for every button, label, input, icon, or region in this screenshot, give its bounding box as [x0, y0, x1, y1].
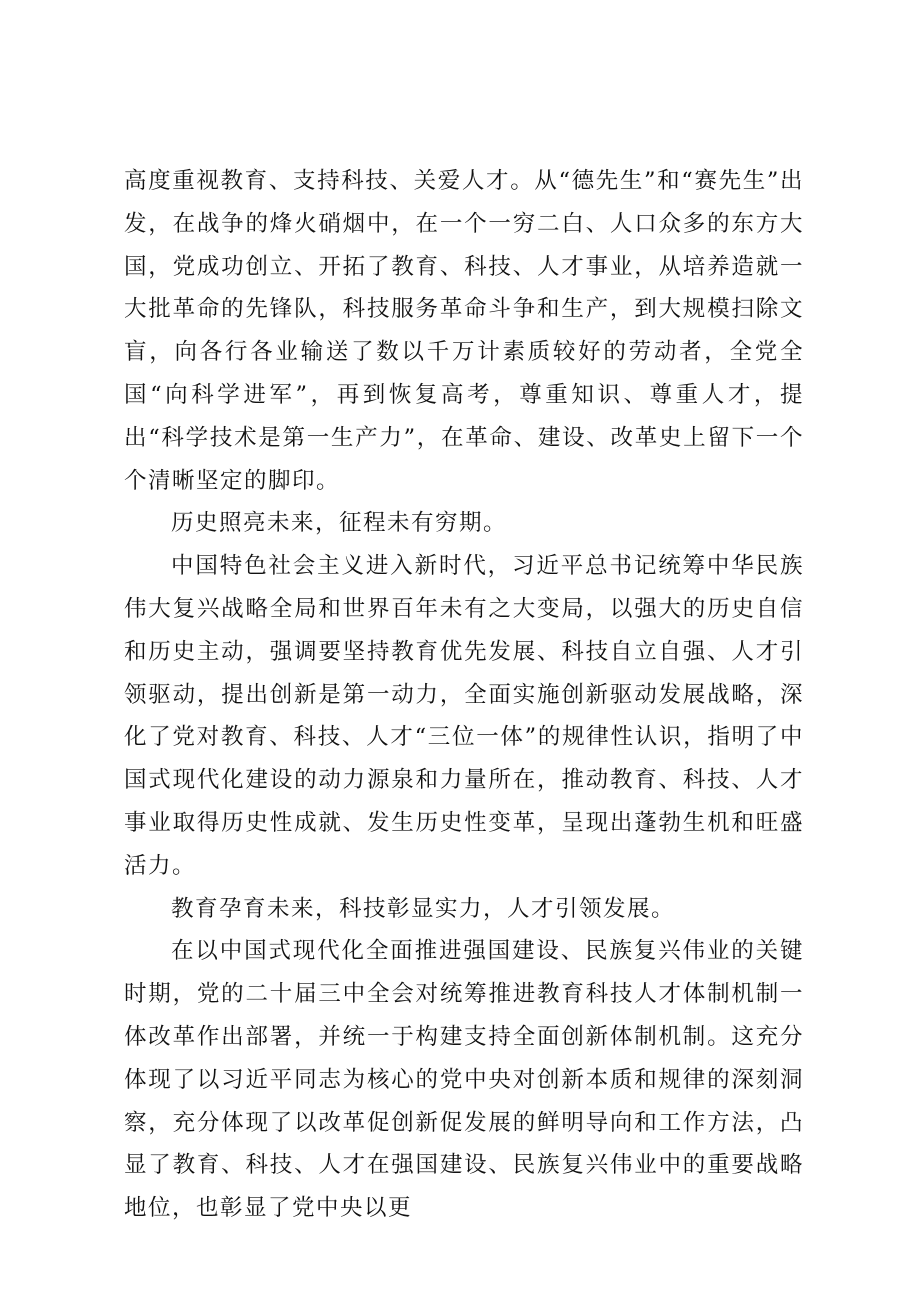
paragraph-continuation: 高度重视教育、支持科技、关爱人才。从“德先生”和“赛先生”出发，在战争的烽火硝烟中，在一个一穷二白、人口众多的东方大国，党成功创立、开拓了教育、科技、人才事业，从培养造就一大批革命的先锋队，科技服务革命斗争和生产，到大规模扫除文盲，向各行各业输送了数以千万计素质较好的劳动者，全党全国“向科学进军”，再到恢复高考，尊重知识、尊重人才，提出“科学技术是第一生产力”，在革命、建设、改革史上留下一个个清晰坚定的脚印。 [124, 168, 804, 494]
paragraph-new-era: 中国特色社会主义进入新时代，习近平总书记统筹中华民族伟大复兴战略全局和世界百年未有之大变局，以强大的历史自信和历史主动，强调要坚持教育优先发展、科技自立自强、人才引领驱动，提出创新是第一动力，全面实施创新驱动发展战略，深化了党对教育、科技、人才“三位一体”的规律性认识，指明了中国式现代化建设的动力源泉和力量所在，推动教育、科技、人才事业取得历史性成就、发生历史性变革，呈现出蓬勃生机和旺盛活力。 [124, 553, 804, 879]
paragraph-history-lights-future: 历史照亮未来，征程未有穷期。 [171, 510, 508, 537]
paragraph-education-science-talent: 教育孕育未来，科技彰显实力，人才引领发展。 [171, 895, 676, 922]
paragraph-third-plenum: 在以中国式现代化全面推进强国建设、民族复兴伟业的关键时期，党的二十届三中全会对统筹推进教育科技人才体制机制一体改革作出部署，并统一于构建支持全面创新体制机制。这充分体现了以习近平同志为核心的党中央对创新本质和规律的深刻洞察，充分体现了以改革促创新促发展的鲜明导向和工作方法，凸显了教育、科技、人才在强国建设、民族复兴伟业中的重要战略地位，也彰显了党中央以更 [124, 938, 804, 1222]
document-body [124, 160, 804, 1230]
